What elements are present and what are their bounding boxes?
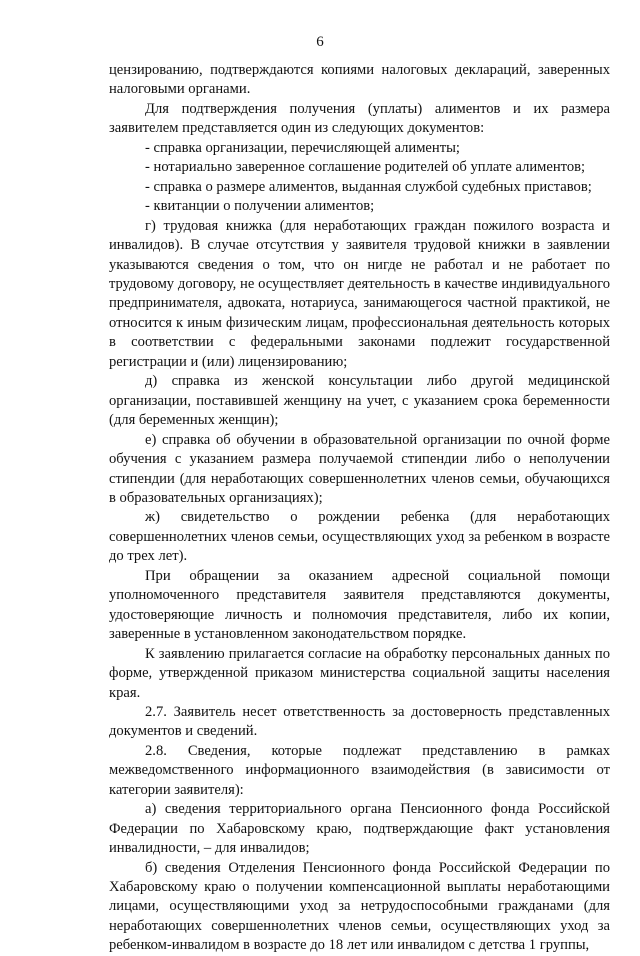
paragraph-item-d-pregnancy: д) справка из женской консультации либо другой медицинской организации, поставившей женщину на учет, с указанием срока беременности (для беременных женщин); xyxy=(109,373,610,429)
paragraph-representative: При обращении за оказанием адресной социальной помощи уполномоченного представителя заявителя представляются документы, удостоверяющие личность и полномочия представителя, либо их копии, заверенные в установленном законодательством порядке. xyxy=(109,567,610,643)
paragraph-item-b-compensation: б) сведения Отделения Пенсионного фонда Российской Федерации по Хабаровскому краю о получении компенсационной выплаты неработающими лицами, осуществляющими уход за нетрудоспособными гражданами (для неработающих совершеннолетних членов семьи, осуществляющих уход за ребенком-инвалидом в возрасте до 18 лет или инвалидом с детства 1 группы, xyxy=(109,859,610,954)
paragraph-item-a-disability: а) сведения территориального органа Пенсионного фонда Российской Федерации по Хабаровскому краю, подтверждающие факт установления инвалидности, – для инвалидов; xyxy=(109,801,610,857)
paragraph-2-7: 2.7. Заявитель несет ответственность за достоверность представленных документов и сведений. xyxy=(109,703,610,740)
paragraph-item-g-work-book: г) трудовая книжка (для неработающих граждан пожилого возраста и инвалидов). В случае отсутствия у заявителя трудовой книжки в заявлении указываются сведения о том, что он нигде не работал и не работает по трудовому договору, не осуществляет деятельность в качестве индивидуального предпринимателя, адвоката, нотариуса, занимающегося частной практикой, не относится к иным физическим лицам, профессиональная деятельность которых в соответствии с федеральными законами подлежит государственной регистрации и (или) лицензированию; xyxy=(109,217,610,370)
list-item-notarized-agreement: - нотариально заверенное соглашение родителей об уплате алиментов; xyxy=(145,159,586,176)
list-item-bailiff-certificate: - справка о размере алиментов, выданная службой судебных приставов; xyxy=(145,178,592,195)
list-item-alimony-org-certificate: - справка организации, перечисляющей алименты; xyxy=(145,139,460,156)
paragraph-item-zh-birth-certificate: ж) свидетельство о рождении ребенка (для неработающих совершеннолетних членов семьи, осуществляющих уход за ребенком в возрасте до трех лет). xyxy=(109,509,610,565)
paragraph-item-e-education: е) справка об обучении в образовательной организации по очной форме обучения с указанием размера получаемой стипендии либо о неполучении стипендии (для неработающих совершеннолетних членов семьи, обучающихся в образовательных организациях); xyxy=(109,431,610,506)
document-body xyxy=(109,61,610,956)
paragraph-consent: К заявлению прилагается согласие на обработку персональных данных по форме, утвержденной приказом министерства социальной защиты населения края. xyxy=(109,645,610,701)
page-number: 6 xyxy=(316,34,324,50)
paragraph-2-8: 2.8. Сведения, которые подлежат представлению в рамках межведомственного информационного взаимодействия (в зависимости от категории заявителя): xyxy=(109,742,610,798)
paragraph-alimony-intro: Для подтверждения получения (уплаты) алиментов и их размера заявителем представляется один из следующих документов: xyxy=(109,100,610,137)
paragraph-income-docs-end: цензированию, подтверждаются копиями налоговых деклараций, заверенных налоговыми органами. xyxy=(109,62,610,98)
list-item-receipts: - квитанции о получении алиментов; xyxy=(145,198,375,215)
